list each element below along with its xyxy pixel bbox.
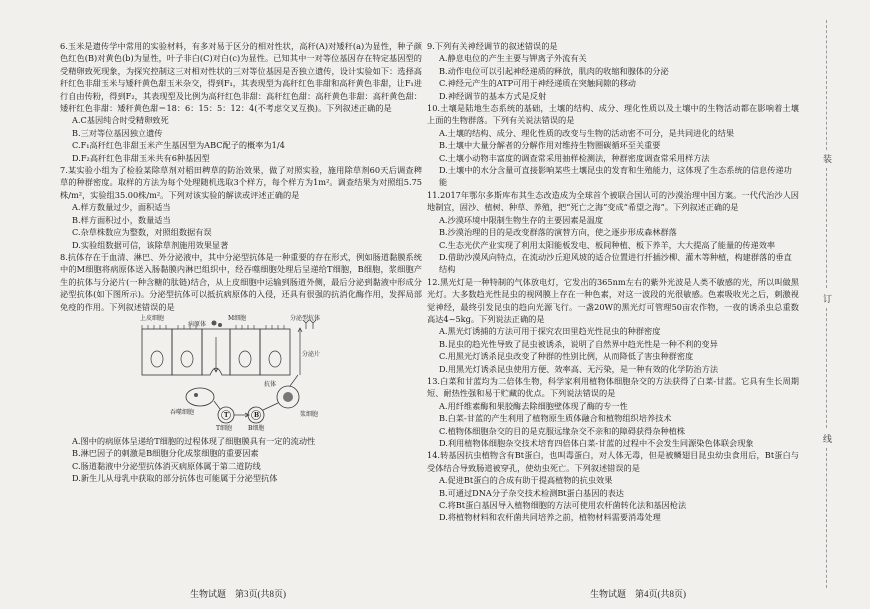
question-7-option-d: D.实验组数据可信，该除草剂施用效果显著 <box>72 239 229 250</box>
question-9-option-a: A.静息电位的产生主要与钾离子外流有关 <box>439 53 587 64</box>
binding-dashed-line-mid <box>826 168 827 288</box>
question-11-option-b: B.沙漠治理的目的是改变群落的演替方向，使之逐步形成森林群落 <box>439 227 677 238</box>
question-12-option-a: A.黑光灯诱捕的方法可用于探究农田里趋光性昆虫的种群密度 <box>439 326 661 337</box>
question-10-option-b: B.土壤中大量分解者的分解作用对维持生物圈碳循环至关重要 <box>439 140 661 151</box>
question-9-option-b: B.动作电位可以引起神经递质的释放，肌肉的收缩和腺体的分泌 <box>439 65 669 76</box>
binding-mark-mid: 订 <box>823 295 833 305</box>
question-13-option-d: D.利用植物体细胞杂交技术培育四倍体白菜-甘蓝的过程中不会发生同源染色体联会现象 <box>439 438 754 448</box>
binding-dashed-line-lower <box>826 308 827 428</box>
question-10-option-c: C.土壤小动物丰富度的调查常采用抽样检测法，种群密度调查常采用样方法 <box>439 152 710 163</box>
question-9-option-c: C.神经元产生的ATP可用于神经递质在突触间隙的移动 <box>439 78 636 89</box>
question-8-option-c: C.肠道黏液中分泌型抗体消灭病原体属于第二道防线 <box>72 460 261 471</box>
question-12-option-b: B.昆虫的趋光性导致了昆虫被诱杀，说明了自然界中趋光性是一种不利的变异 <box>439 338 718 349</box>
question-11-option-d: D.借助沙漠风向特点，在流动沙丘迎风坡的适合位置进行扦插沙柳、灌木等种植，构建群落的垂直结构 <box>439 251 792 275</box>
question-10-option-d: D.土壤中的水分含量可直接影响某些土壤昆虫的发育和生殖能力，这体现了生态系统的信息传递功能 <box>439 165 792 188</box>
question-14-option-c: C.将Bt蛋白基因导入植物细胞的方法可使用农杆菌转化法和基因枪法 <box>439 500 687 511</box>
question-7-option-a: A.样方数量过少，面积适当 <box>72 202 171 213</box>
question-6-option-d: D.F₂高秆红色非甜玉米共有6种基因型 <box>72 152 210 163</box>
page-footer-4: 生物试题 第4页(共8页) <box>590 589 686 599</box>
question-8-option-a: A.图中的病原体呈递给T细胞的过程体现了细胞膜具有一定的流动性 <box>72 435 316 446</box>
question-13-option-c: C.植物体细胞杂交的目的是克服远缘杂交不亲和的障碍获得杂种植株 <box>439 425 686 436</box>
binding-mark-top: 装 <box>823 155 833 165</box>
question-8-option-d: D.新生儿从母乳中获取的部分抗体也可能属于分泌型抗体 <box>72 473 278 484</box>
label-plasma-cell: 浆细胞 <box>300 410 319 418</box>
question-9-option-d: D.神经调节的基本方式是反射 <box>439 90 547 101</box>
left-column <box>60 40 422 485</box>
question-13-option-a: A.用纤维素酶和果胶酶去除细胞壁体现了酶的专一性 <box>439 400 628 411</box>
question-8-stem: 8.抗体存在于血清、淋巴、外分泌液中，其中分泌型抗体是一种重要的存在形式，例如肠道黏膜系统中的M细胞将病原体送入肠黏膜内淋巴组织中，经吞噬细胞处理后呈递给T细胞，B细胞，浆细胞产生的抗体与分泌片(一种含糖的肽链)结合，从上皮细胞中运输到肠道外侧，最后分泌到黏液中形成分泌型抗体(如下图所示)。分泌型抗体可以抵抗病原体的入侵，还具有很强的抗消化酶作用，发挥局部免疫的作用。下列叙述错误的是 <box>60 251 422 312</box>
question-11-option-c: C.生态光伏产业实现了利用太阳能板发电、板间种植、板下养羊，大大提高了能量的传递效率 <box>439 239 776 250</box>
question-14-option-d: D.将植物材料和农杆菌共同培养之前，植物材料需要消毒处理 <box>439 512 661 523</box>
label-secretory-antibody: 分泌型抗体 <box>290 314 321 322</box>
question-10-option-a: A.土壤的结构、成分、理化性质的改变与生物的活动密不可分，是共同进化的结果 <box>439 127 735 138</box>
question-9-stem: 9.下列有关神经调节的叙述错误的是 <box>427 41 558 51</box>
question-11-option-a: A.沙漠环境中限制生物生存的主要因素是温度 <box>439 214 604 225</box>
right-column <box>427 40 799 524</box>
question-13-stem: 13.白菜和甘蓝均为二倍体生物，科学家利用植物体细胞杂交的方法获得了白菜-甘蓝。它具有生长周期短、耐热性强和易于贮藏的优点。下列说法错误的是 <box>427 375 799 399</box>
question-6-option-b: B.三对等位基因独立遗传 <box>72 127 163 138</box>
question-7-option-c: C.杂草株数应为整数，对照组数据有误 <box>72 227 212 238</box>
label-pathogen: 病原体 <box>188 320 207 328</box>
question-11-stem: 11.2017年鄂尔多斯库布其生态改造成为全球首个被联合国认可的沙漠治理中国方案。一代代治沙人因地制宜，固沙、植树、种草、养殖，把“死亡之海”变成“希望之海”。下列叙述正确的是 <box>427 189 799 213</box>
symbol-t: T <box>224 411 229 419</box>
symbol-b: B <box>254 411 260 419</box>
label-m-cell: M细胞 <box>228 314 247 322</box>
page-footer-3: 生物试题 第3页(共8页) <box>190 589 286 599</box>
question-14-option-a: A.促进Bt蛋白的合成有助于提高植物的抗虫效果 <box>439 475 613 486</box>
label-phagocyte: 吞噬细胞 <box>170 408 195 416</box>
label-secretory-piece: 分泌片 <box>302 350 321 358</box>
question-6-stem: 6.玉米是遗传学中常用的实验材料，有多对易于区分的相对性状，高秆(A)对矮秆(a)为显性，种子颜色红色(B)对黄色(b)为显性，叶子非白(C)对白(c)为显性。已知其中一对等位基因存在特定基因型的受精卵致死现象，为探究控制这三对相对性状的三对等位基因是否独立遗传，设计实验如下：选择高秆红色非甜玉米与矮秆黄色甜玉米杂交，得到F₁，其表现型为高秆红色非甜和高秆黄色非甜，让F₁进行自由传粉，得到F₂，其表现型及比例为高秆红色非甜：高秆红色甜：高秆黄色非甜：高秆黄色甜：矮秆红色非甜：矮秆黄色甜＝18：6：15：5：12：4(不考虑交叉互换)。下列叙述正确的是 <box>60 41 422 114</box>
question-10-stem: 10.土壤是陆地生态系统的基础，土壤的结构、成分、理化性质以及土壤中的生物活动都在影响着土壤上面的生物群落。下列有关说法错误的是 <box>427 103 799 126</box>
question-12-stem: 12.黑光灯是一种特制的气体放电灯，它发出的365nm左右的紫外光波是人类不敏感的光，所以叫做黑光灯。大多数趋光性昆虫的视网膜上存在一种色素，对这一波段的光很敏感。色素吸收光之后，刺激视觉神经，最终引发昆虫的趋向光源飞行。一盏20W的黑光灯可管理50亩农作物，一夜的诱杀虫总重数高达4~5kg。下列说法正确的是 <box>427 276 799 324</box>
label-antibody: 抗体 <box>264 380 277 388</box>
binding-dashed-line-bottom <box>826 448 827 588</box>
question-13-option-b: B.白菜-甘蓝的产生利用了植物原生质体融合和植物组织培养技术 <box>439 413 672 424</box>
question-12-option-c: C.用黑光灯诱杀昆虫改变了种群的性别比例，从而降低了害虫种群密度 <box>439 351 694 362</box>
question-12-option-d: D.用黑光灯诱杀昆虫使用方便、效率高、无污染，是一种有效的化学防治方法 <box>439 363 719 374</box>
question-14-stem: 14.转基因抗虫植物含有Bt蛋白，也叫毒蛋白，对人体无毒，但是被鳞翅目昆虫幼虫食用后，Bt蛋白与受体结合导致肠道被穿孔，使幼虫死亡。下列叙述错误的是 <box>427 450 799 473</box>
binding-mark-bottom: 线 <box>823 435 833 445</box>
question-6-option-c: C.F₁高秆红色非甜玉米产生基因型为ABC配子的概率为1/4 <box>72 140 285 151</box>
question-7-option-b: B.样方面积过小，数量适当 <box>72 214 171 225</box>
label-t-cell: T细胞 <box>216 424 233 432</box>
label-epithelial-cell: 上皮细胞 <box>140 314 165 322</box>
question-6-option-a: A.C基因纯合时受精卵致死 <box>72 115 169 126</box>
question-8-option-b: B.淋巴因子的刺激是B细胞分化成浆细胞的重要因素 <box>72 448 259 459</box>
binding-dashed-line-top <box>826 20 827 150</box>
antibody-diagram <box>130 315 330 433</box>
question-14-option-b: B.可通过DNA分子杂交技术检测Bt蛋白基因的表达 <box>439 487 624 498</box>
label-b-cell: B细胞 <box>248 424 265 432</box>
question-7-stem: 7.某实验小组为了检验某除草剂对稻田稗草的防治效果，做了对照实验，施用除草剂60天后调查稗草的种群密度。取样的方法为每个处理随机选取3个样方，每个样方为1m²。调查结果为对照组5.75株/m²，实验组35.00株/m²。下列对该实验的解读或评述正确的是 <box>60 165 422 200</box>
